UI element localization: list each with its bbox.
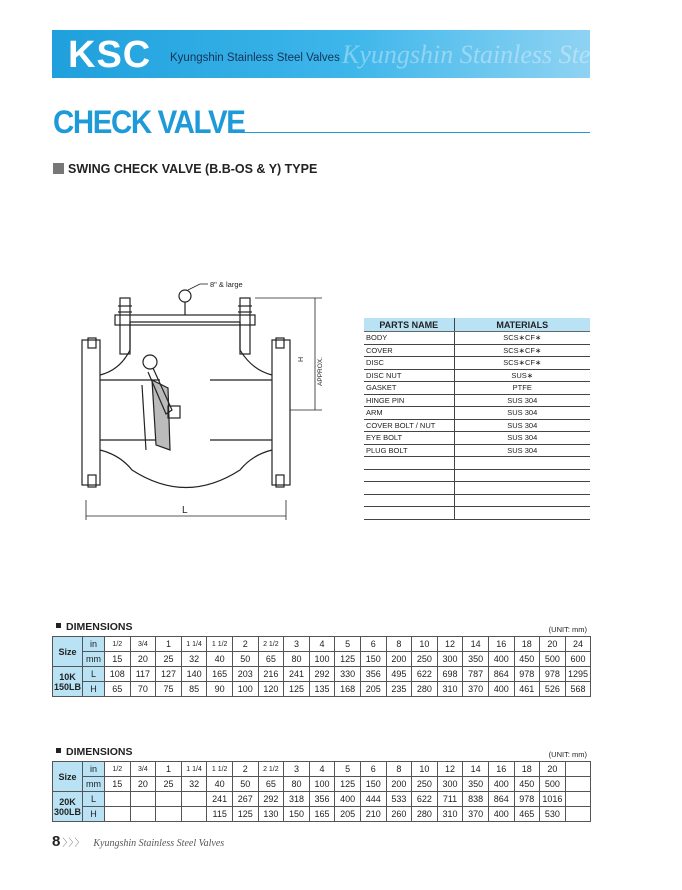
cell-height-h: 310 — [437, 807, 463, 822]
cell-size-mm: 250 — [412, 777, 438, 792]
cell-height-h: 135 — [309, 682, 335, 697]
cell-length-l: 216 — [258, 667, 284, 682]
cell-size-in: 4 — [309, 637, 335, 652]
cell-length-l: 495 — [386, 667, 412, 682]
cell-length-l: 1295 — [565, 667, 591, 682]
cell-length-l: 318 — [284, 792, 310, 807]
cell-height-h: 120 — [258, 682, 284, 697]
cell-height-h: 90 — [207, 682, 233, 697]
cell-size-mm: 450 — [514, 652, 540, 667]
cell-length-l: 267 — [232, 792, 258, 807]
part-name: COVER — [364, 344, 454, 357]
cell-length-l: 330 — [335, 667, 361, 682]
cell-size-in: 1 1/2 — [207, 762, 233, 777]
cell-size-mm: 80 — [284, 652, 310, 667]
cell-height-h: 115 — [207, 807, 233, 822]
cell-height-h: 568 — [565, 682, 591, 697]
cell-height-h — [130, 807, 156, 822]
valve-drawing — [60, 270, 340, 530]
chevron-icons: 〉〉〉 — [62, 838, 86, 849]
part-name — [364, 507, 454, 520]
cell-size-mm: 15 — [105, 777, 131, 792]
dimensions-title-2: DIMENSIONS — [66, 746, 133, 758]
cell-height-h: 75 — [156, 682, 182, 697]
parts-materials-table — [364, 318, 590, 520]
cell-size-mm: 150 — [360, 652, 386, 667]
cell-length-l: 108 — [105, 667, 131, 682]
part-name: BODY — [364, 332, 454, 345]
cell-height-h: 310 — [437, 682, 463, 697]
cell-size-mm: 400 — [488, 777, 514, 792]
cell-height-h: 530 — [540, 807, 566, 822]
subtitle-text: SWING CHECK VALVE (B.B-OS & Y) TYPE — [68, 162, 318, 176]
cell-size-mm: 125 — [335, 777, 361, 792]
cell-size-mm: 50 — [232, 652, 258, 667]
part-name: EYE BOLT — [364, 432, 454, 445]
cell-height-h: 100 — [232, 682, 258, 697]
cell-height-h — [181, 807, 207, 822]
cell-length-l: 203 — [232, 667, 258, 682]
parts-row — [364, 369, 590, 382]
cell-height-h: 370 — [463, 682, 489, 697]
parts-row — [364, 494, 590, 507]
cell-size-mm: 80 — [284, 777, 310, 792]
cell-height-h: 260 — [386, 807, 412, 822]
footer — [52, 833, 224, 850]
parts-row — [364, 507, 590, 520]
cell-size-in: 1 1/4 — [181, 762, 207, 777]
class-label — [53, 792, 83, 822]
section-subtitle — [53, 162, 317, 176]
cell-height-h: 150 — [284, 807, 310, 822]
dim-l-label: L — [182, 505, 188, 516]
cell-size-in: 3/4 — [130, 762, 156, 777]
cell-length-l: 978 — [540, 667, 566, 682]
unit-label-1: (UNIT: mm) — [548, 625, 587, 634]
row-label-size-mm: mm — [83, 777, 105, 792]
cell-length-l: 838 — [463, 792, 489, 807]
cell-length-l: 356 — [360, 667, 386, 682]
cell-size-mm: 500 — [540, 777, 566, 792]
cell-length-l — [105, 792, 131, 807]
parts-row — [364, 357, 590, 370]
cell-size-mm: 32 — [181, 652, 207, 667]
cell-length-l: 622 — [412, 667, 438, 682]
cell-size-in: 14 — [463, 762, 489, 777]
parts-row — [364, 457, 590, 470]
class-label-line-1: 10K — [59, 671, 76, 682]
cell-size-in: 1 — [156, 637, 182, 652]
subtitle-square-icon — [53, 163, 64, 174]
cell-size-in: 24 — [565, 637, 591, 652]
cell-size-in: 12 — [437, 762, 463, 777]
cell-size-mm: 500 — [540, 652, 566, 667]
part-material — [454, 494, 590, 507]
part-material: PTFE — [454, 382, 590, 395]
parts-row — [364, 482, 590, 495]
part-material: SUS∗ — [454, 369, 590, 382]
cell-length-l: 400 — [335, 792, 361, 807]
cell-height-h: 125 — [232, 807, 258, 822]
cell-size-mm: 400 — [488, 652, 514, 667]
cell-height-h: 526 — [540, 682, 566, 697]
cell-height-h: 65 — [105, 682, 131, 697]
cell-length-l: 127 — [156, 667, 182, 682]
cell-size-in: 1 — [156, 762, 182, 777]
cell-height-h: 461 — [514, 682, 540, 697]
cell-length-l: 241 — [207, 792, 233, 807]
part-material: SCS∗CF∗ — [454, 332, 590, 345]
right-flange — [272, 340, 290, 485]
cover-plate — [115, 315, 255, 325]
cell-size-in: 1 1/4 — [181, 637, 207, 652]
cell-size-mm: 350 — [463, 652, 489, 667]
cell-size-in: 6 — [360, 637, 386, 652]
part-name: DISC — [364, 357, 454, 370]
cell-size-in: 18 — [514, 762, 540, 777]
cell-size-mm: 300 — [437, 652, 463, 667]
unit-label-2: (UNIT: mm) — [548, 750, 587, 759]
cell-size-in: 2 1/2 — [258, 637, 284, 652]
dimension-row — [53, 777, 591, 792]
body-bottom-outline — [100, 450, 272, 488]
part-material: SUS 304 — [454, 444, 590, 457]
cell-size-in: 20 — [540, 637, 566, 652]
dim-h-label: H — [298, 356, 305, 362]
class-label-line-1: 20K — [59, 796, 76, 807]
cell-length-l: 864 — [488, 792, 514, 807]
row-label-height-h: H — [83, 807, 105, 822]
part-name — [364, 457, 454, 470]
cell-size-mm: 100 — [309, 652, 335, 667]
cell-length-l — [565, 792, 591, 807]
cell-size-in: 10 — [412, 762, 438, 777]
part-material — [454, 457, 590, 470]
cell-length-l: 1016 — [540, 792, 566, 807]
cell-size-in: 3 — [284, 762, 310, 777]
left-flange — [82, 340, 100, 485]
cell-length-l: 978 — [514, 667, 540, 682]
cell-size-in: 8 — [386, 637, 412, 652]
dimension-row — [53, 667, 591, 682]
parts-row — [364, 444, 590, 457]
drawing-note: 8" & large — [210, 280, 243, 289]
cell-size-mm: 600 — [565, 652, 591, 667]
page-number: 8 — [52, 833, 61, 850]
cell-length-l: 241 — [284, 667, 310, 682]
parts-row — [364, 344, 590, 357]
part-material: SUS 304 — [454, 394, 590, 407]
parts-row — [364, 419, 590, 432]
part-name: ARM — [364, 407, 454, 420]
cell-height-h: 280 — [412, 682, 438, 697]
body-top-outline — [100, 322, 272, 375]
dimension-row — [53, 682, 591, 697]
part-material: SCS∗CF∗ — [454, 357, 590, 370]
cell-length-l: 292 — [309, 667, 335, 682]
row-label-length-l: L — [83, 667, 105, 682]
part-name — [364, 482, 454, 495]
dimensions-heading-1 — [56, 621, 133, 633]
cell-height-h: 465 — [514, 807, 540, 822]
cell-size-mm: 20 — [130, 777, 156, 792]
parts-row — [364, 382, 590, 395]
cell-size-mm: 125 — [335, 652, 361, 667]
cell-height-h: 370 — [463, 807, 489, 822]
row-label-length-l: L — [83, 792, 105, 807]
cell-length-l — [130, 792, 156, 807]
banner-watermark: Kyungshin Stainless Steel Valves — [342, 40, 682, 69]
title-rule — [232, 132, 590, 133]
part-name: GASKET — [364, 382, 454, 395]
cell-length-l — [181, 792, 207, 807]
cell-height-h — [105, 807, 131, 822]
row-label-size-mm: mm — [83, 652, 105, 667]
row-label-size-in: in — [83, 637, 105, 652]
cell-height-h: 235 — [386, 682, 412, 697]
cell-length-l: 711 — [437, 792, 463, 807]
cell-size-in: 12 — [437, 637, 463, 652]
part-material — [454, 507, 590, 520]
cell-height-h: 205 — [360, 682, 386, 697]
cell-height-h: 205 — [335, 807, 361, 822]
cell-size-mm: 40 — [207, 777, 233, 792]
cell-size-mm: 25 — [156, 777, 182, 792]
part-material — [454, 469, 590, 482]
cell-size-mm: 65 — [258, 652, 284, 667]
bullet-icon — [56, 623, 61, 628]
cell-height-h: 280 — [412, 807, 438, 822]
class-label-line-2: 300LB — [53, 806, 81, 817]
part-material: SUS 304 — [454, 419, 590, 432]
cell-size-mm — [565, 777, 591, 792]
cell-size-in: 1/2 — [105, 637, 131, 652]
part-material: SUS 304 — [454, 432, 590, 445]
dimension-row — [53, 762, 591, 777]
page-title: CHECK VALVE — [53, 104, 245, 140]
size-label: Size — [53, 637, 83, 667]
dimensions-heading-2 — [56, 746, 133, 758]
part-material: SUS 304 — [454, 407, 590, 420]
row-label-height-h: H — [83, 682, 105, 697]
cell-size-in: 10 — [412, 637, 438, 652]
cell-height-h: 400 — [488, 807, 514, 822]
cell-size-in: 5 — [335, 637, 361, 652]
part-name: PLUG BOLT — [364, 444, 454, 457]
cell-size-mm: 450 — [514, 777, 540, 792]
cell-length-l: 787 — [463, 667, 489, 682]
cell-size-in — [565, 762, 591, 777]
part-material: SCS∗CF∗ — [454, 344, 590, 357]
cell-height-h: 168 — [335, 682, 361, 697]
company-name: Kyungshin Stainless Steel Valves — [170, 52, 340, 64]
footer-text: Kyungshin Stainless Steel Valves — [93, 838, 225, 849]
part-name: HINGE PIN — [364, 394, 454, 407]
class-label — [53, 667, 83, 697]
cell-size-in: 14 — [463, 637, 489, 652]
cell-length-l: 864 — [488, 667, 514, 682]
cell-length-l: 140 — [181, 667, 207, 682]
parts-row — [364, 394, 590, 407]
cell-length-l: 292 — [258, 792, 284, 807]
parts-row — [364, 332, 590, 345]
cell-height-h — [156, 807, 182, 822]
cell-length-l: 165 — [207, 667, 233, 682]
cell-height-h: 165 — [309, 807, 335, 822]
part-material — [454, 482, 590, 495]
part-name: COVER BOLT / NUT — [364, 419, 454, 432]
part-name: DISC NUT — [364, 369, 454, 382]
cell-size-in: 3 — [284, 637, 310, 652]
row-label-size-in: in — [83, 762, 105, 777]
cell-size-mm: 25 — [156, 652, 182, 667]
cell-size-in: 4 — [309, 762, 335, 777]
cell-length-l: 978 — [514, 792, 540, 807]
cell-size-in: 2 — [232, 762, 258, 777]
cell-size-in: 20 — [540, 762, 566, 777]
cell-size-in: 8 — [386, 762, 412, 777]
cell-size-in: 16 — [488, 762, 514, 777]
dimension-row — [53, 807, 591, 822]
cell-length-l: 533 — [386, 792, 412, 807]
cell-size-in: 1 1/2 — [207, 637, 233, 652]
dimensions-table-20k-300lb — [52, 761, 591, 822]
class-label-line-2: 150LB — [53, 681, 81, 692]
cell-size-mm: 100 — [309, 777, 335, 792]
cell-size-in: 1/2 — [105, 762, 131, 777]
cell-size-in: 18 — [514, 637, 540, 652]
cell-height-h: 70 — [130, 682, 156, 697]
part-name — [364, 469, 454, 482]
ksc-logo: KSC — [68, 34, 152, 76]
cell-size-in: 3/4 — [130, 637, 156, 652]
cell-size-mm: 350 — [463, 777, 489, 792]
dim-approx-label: APPROX. — [317, 357, 324, 386]
cell-length-l: 117 — [130, 667, 156, 682]
cell-size-mm: 65 — [258, 777, 284, 792]
cell-size-mm: 50 — [232, 777, 258, 792]
size-label: Size — [53, 762, 83, 792]
cell-size-in: 5 — [335, 762, 361, 777]
materials-header: MATERIALS — [454, 318, 590, 332]
parts-row — [364, 469, 590, 482]
cell-height-h: 85 — [181, 682, 207, 697]
cell-size-mm: 150 — [360, 777, 386, 792]
cell-size-mm: 200 — [386, 777, 412, 792]
dimensions-title-1: DIMENSIONS — [66, 621, 133, 633]
parts-row — [364, 432, 590, 445]
bullet-icon — [56, 748, 61, 753]
cell-size-in: 2 — [232, 637, 258, 652]
hinge-pin — [143, 355, 157, 369]
cell-size-mm: 300 — [437, 777, 463, 792]
part-name — [364, 494, 454, 507]
parts-name-header: PARTS NAME — [364, 318, 454, 332]
cell-length-l — [156, 792, 182, 807]
parts-row — [364, 407, 590, 420]
dimension-row — [53, 637, 591, 652]
header-banner — [52, 30, 682, 78]
cell-height-h: 210 — [360, 807, 386, 822]
cell-length-l: 622 — [412, 792, 438, 807]
cell-size-in: 2 1/2 — [258, 762, 284, 777]
cell-size-mm: 32 — [181, 777, 207, 792]
cell-size-mm: 250 — [412, 652, 438, 667]
cell-size-mm: 15 — [105, 652, 131, 667]
cell-size-mm: 20 — [130, 652, 156, 667]
dimension-row — [53, 792, 591, 807]
cell-size-mm: 40 — [207, 652, 233, 667]
cell-height-h: 400 — [488, 682, 514, 697]
cell-size-mm: 200 — [386, 652, 412, 667]
eye-bolt — [179, 290, 191, 302]
cell-length-l: 444 — [360, 792, 386, 807]
cell-length-l: 698 — [437, 667, 463, 682]
cell-size-in: 16 — [488, 637, 514, 652]
cell-height-h — [565, 807, 591, 822]
dimension-row — [53, 652, 591, 667]
dimensions-table-10k-150lb — [52, 636, 591, 697]
cell-length-l: 356 — [309, 792, 335, 807]
cell-size-in: 6 — [360, 762, 386, 777]
cell-height-h: 130 — [258, 807, 284, 822]
cell-height-h: 125 — [284, 682, 310, 697]
